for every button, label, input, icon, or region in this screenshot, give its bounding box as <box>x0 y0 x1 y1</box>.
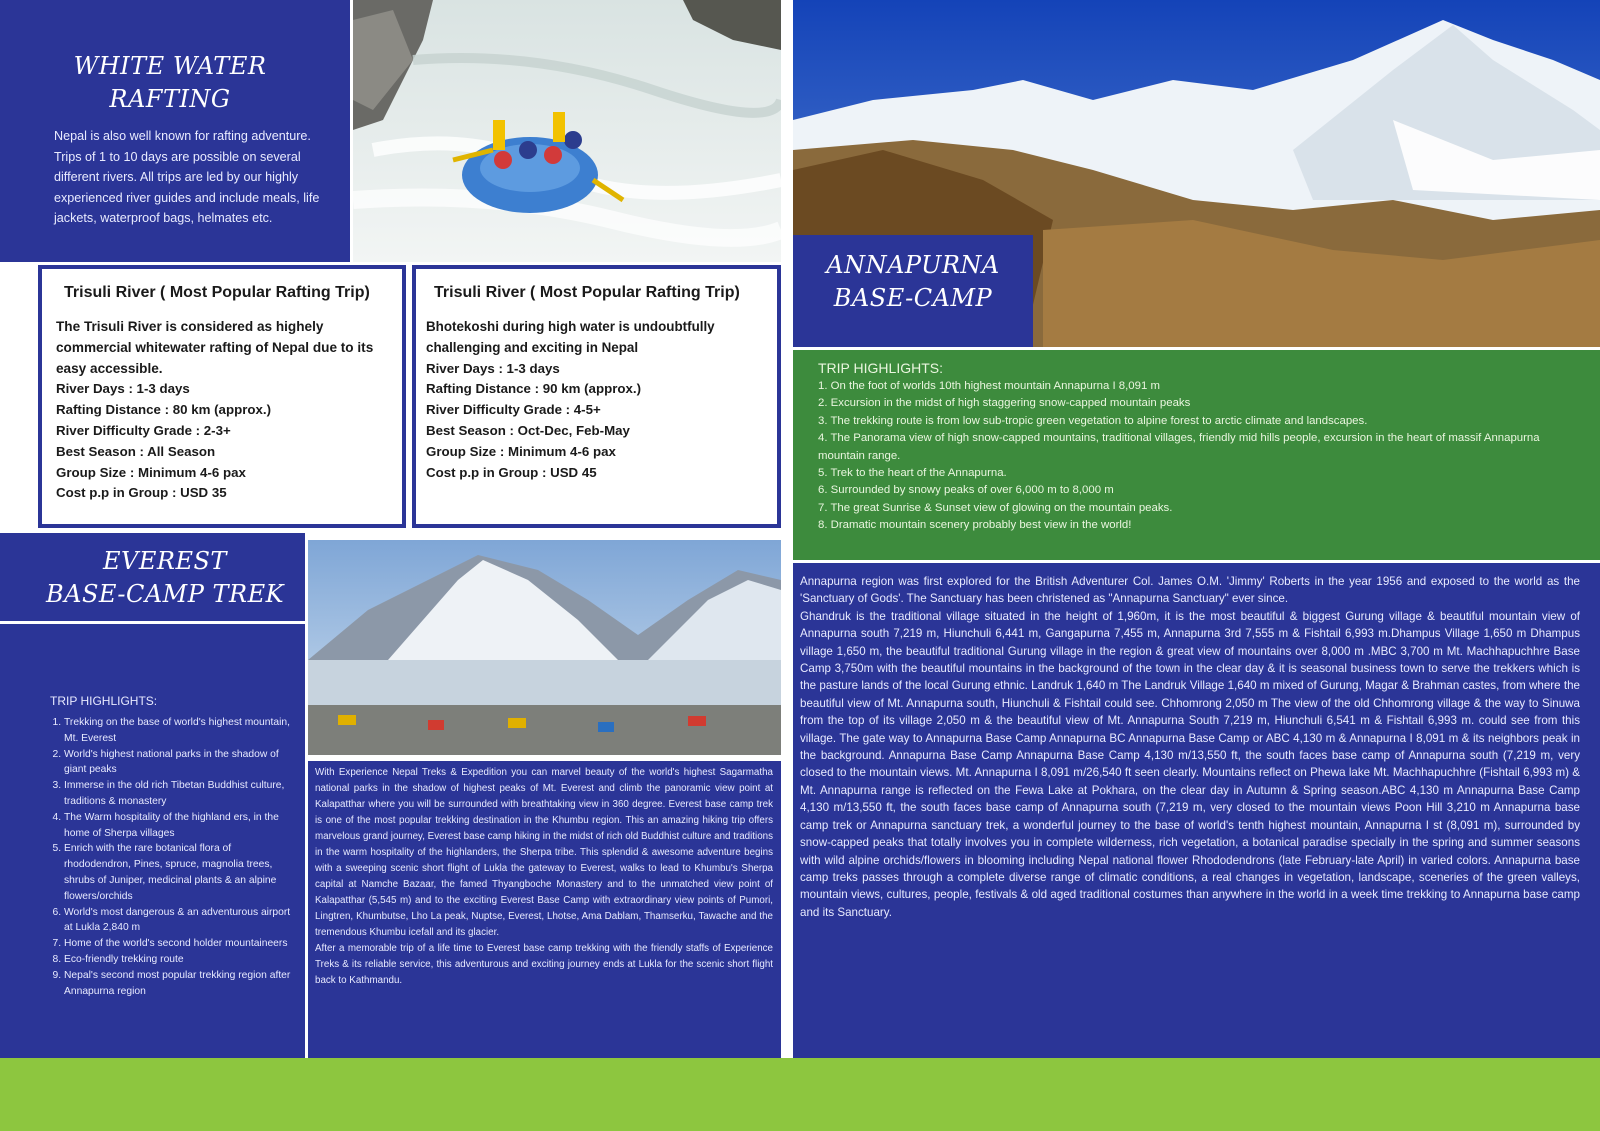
annapurna-highlight-item: 1. On the foot of worlds 10th highest mountain Annapurna I 8,091 m <box>818 380 1160 392</box>
everest-description-panel <box>308 761 781 1058</box>
trisuli-detail-grade: River Difficulty Grade : 2-3+ <box>56 422 231 438</box>
footer-band <box>0 1058 1600 1131</box>
annapurna-highlight-item: 3. The trekking route is from low sub-tropic green vegetation to alpine forest to arctic climate and landscapes. <box>818 414 1368 427</box>
trisuli-detail-cost: Cost p.p in Group : USD 35 <box>56 485 227 501</box>
everest-highlight-item: 2. World's highest national parks in the shadow of giant peaks <box>64 747 297 779</box>
trisuli-card-description: The Trisuli River is considered as highely commercial whitewater rafting of Nepal due to its easy accessible. <box>56 319 374 376</box>
everest-title-line2: BASE-CAMP TREK <box>45 580 285 608</box>
everest-highlight-item: 7. Home of the world's second holder mountaineers <box>64 936 297 952</box>
rafting-title <box>0 50 340 116</box>
bhotekoshi-detail-days: River Days : 1-3 days <box>426 360 560 376</box>
everest-title <box>0 545 330 611</box>
annapurna-highlight-item: 2. Excursion in the midst of high staggering snow-capped mountain peaks <box>818 397 1191 410</box>
annapurna-highlight-item: 8. Dramatic mountain scenery probably best view in the world! <box>818 519 1132 532</box>
trisuli-card-title: Trisuli River ( Most Popular Rafting Trip) <box>64 284 370 301</box>
annapurna-highlight-item: 5. Trek to the heart of the Annapurna. <box>818 467 1007 480</box>
bhotekoshi-detail-season: Best Season : Oct-Dec, Feb-May <box>426 422 630 438</box>
everest-highlights-list <box>50 715 297 999</box>
rafting-title-line1: WHITE WATER <box>73 52 267 80</box>
bhotekoshi-detail-cost: Cost p.p in Group : USD 45 <box>426 464 597 480</box>
annapurna-highlight-item: 6. Surrounded by snowy peaks of over 6,000 m to 8,000 m <box>818 484 1114 497</box>
annapurna-highlight-item: 4. The Panorama view of high snow-capped mountains, traditional villages, friendly mid hills people, excursion in the heart of massif Annapurna mountain range. <box>818 432 1540 462</box>
everest-highlights-heading: TRIP HIGHLIGHTS: <box>50 694 158 708</box>
everest-photo <box>308 540 781 755</box>
everest-highlight-item: 5. Enrich with the rare botanical flora of rhododendron, Pines, spruce, magnolia trees, shrubs of Juniper, medicinal plants & an alpine flowers/orchids <box>64 841 297 904</box>
everest-title-panel <box>0 533 305 621</box>
everest-title-line1: EVEREST <box>103 547 227 575</box>
trisuli-detail-distance: Rafting Distance : 80 km (approx.) <box>56 402 272 418</box>
everest-description-p2: After a memorable trip of a life time to Everest base camp trekking with the friendly staffs of Experience Treks & its reliable service, this adventurous and exciting journey ends at Lukla for the scenic short flight back to Kathmandu. <box>315 943 773 986</box>
bhotekoshi-card-title: Trisuli River ( Most Popular Rafting Trip) <box>434 284 740 301</box>
annapurna-title <box>793 249 1033 315</box>
annapurna-highlights-panel <box>793 350 1600 560</box>
everest-description-p1: With Experience Nepal Treks & Expedition you can marvel beauty of the world's highest Sagarmatha national parks in the shadow of highest peaks of Mt. Everest and climb the panoramic view point at Kalapatthar where you will be surrounded with breathtaking view in 360 degree. Everest base camp trek is one of the most popular trekking destination in the Khumbu region. This an amazing hiking trip offers marvelous grand journey, Everest base camp hiking in the midst of rich old Buddhist culture and traditions in the warm hospitality of the highlanders, the Sherpa tribe. This splendid & awesome adventure begins with a sweeping scenic short flight of Lukla the gateway to Everest, walks to lead to Khumbu's Sherpa capital at Namche Bazaar, the famed Thyangboche Monastery and to the unmatched view point of Kalapatthar (5,545 m) and to the exciting Everest Base Camp with extraordinary view points of Pumori, Lingtren, Khumbutse, Lho La peak, Nuptse, Everest, Lhotse, Ama Dablam, Thamserku, Tawache and the tremendous Khumbu icefall and its glacier. <box>315 767 773 938</box>
annapurna-highlight-item: 7. The great Sunrise & Sunset view of glowing on the mountain peaks. <box>818 501 1173 514</box>
annapurna-title-line2: BASE-CAMP <box>833 284 993 312</box>
trisuli-detail-group: Group Size : Minimum 4-6 pax <box>56 464 246 480</box>
annapurna-description-panel <box>793 563 1600 1058</box>
trisuli-info-card <box>38 265 406 528</box>
annapurna-highlights-list <box>818 378 1580 535</box>
everest-highlights-panel <box>0 624 305 1058</box>
annapurna-highlights-heading: TRIP HIGHLIGHTS: <box>818 360 943 376</box>
annapurna-description-p1: Annapurna region was first explored for the British Adventurer Col. James O.M. 'Jimmy' Roberts in the year 1956 and exposed to the world as the 'Sanctuary of Gods'. The Sanctuary has been christened as "Annapurna Sanctuary" ever since. <box>800 575 1580 606</box>
bhotekoshi-detail-group: Group Size : Minimum 4-6 pax <box>426 443 616 459</box>
everest-highlight-item: 6. World's most dangerous & an adventurous airport at Lukla 2,840 m <box>64 905 297 937</box>
rafting-intro-text: Nepal is also well known for rafting adventure. Trips of 1 to 10 days are possible on several different rivers. All trips are led by our highly experienced river guides and include meals, life jackets, waterproof bags, helmates etc. <box>54 129 320 226</box>
rafting-title-line2: RAFTING <box>109 85 231 113</box>
everest-highlight-item: 8. Eco-friendly trekking route <box>64 952 297 968</box>
everest-highlight-item: 3. Immerse in the old rich Tibetan Buddhist culture, traditions & monastery <box>64 778 297 810</box>
everest-highlight-item: 4. The Warm hospitality of the highland ers, in the home of Sherpa villages <box>64 810 297 842</box>
trisuli-detail-season: Best Season : All Season <box>56 443 216 459</box>
bhotekoshi-detail-distance: Rafting Distance : 90 km (approx.) <box>426 381 642 397</box>
bhotekoshi-info-card <box>412 265 781 528</box>
bhotekoshi-card-description: Bhotekoshi during high water is undoubtfully challenging and exciting in Nepal <box>426 319 715 355</box>
everest-highlight-item: 9. Nepal's second most popular trekking region after Annapurna region <box>64 968 297 1000</box>
annapurna-description-p2: Ghandruk is the traditional village situated in the height of 1,960m, it is the most beautiful & biggest Gurung village & beautiful mountain view of Annapurna south 7,219 m, Hiunchuli 6,441 m, Gangapurna 7,455 m, Annapurna 3rd 7,555 m & Fishtail 6,993 m.Dhampus Village 1,650 m Dhampus village 1,650 m, the beautiful traditional Gurung village in the region & great view of mountains over 8,000 m .MBC 3,700 m Mt. Machhapuchhre Base Camp 3,750m with the beautiful mountains in the background of the town in the clear day & it is seasonal business town to serve the trekkers which is the pasture lands of the local Gurung ethnic. Landruk 1,640 m The Landruk Village 1,640 m mixed of Gurung, Magar & Brahman castes, from where the beautiful view of Mt. Annapurna south, Hiunchuli & Fishtail could see. Chhomrong 2,050 m The view of the old Chhomrong village & the way to Sinuwa from the top of its village 2,050 m & the beautiful view of Mt. Annapurna South 7,219 m, Hiunchuli 6,541 m & Fishtail 6,993 m. could see from this village. The gate way to Annapurna Base Camp Annapurna BC Annapurna Base Camp or ABC 4,130 m & Annapurna I 8,091 m & its neighbors peak in the background. Annapurna Base Camp Annapurna Base Camp 4,130 m/13,550 ft, the south faces base camp of Annapurna south (7,219 m, very closed to the mountain views. Mt. Annapurna I 8,091 m/26,540 ft seen clearly. Mountains reflect on Phewa lake Mt. Machhapuchhre (Fishtail 6,993 m) & Mt. Annapurna range is reflected on the Fewa Lake at Pokhara, on the clear day in Autumn & Spring season.ABC 4,130 m Annapurna Base Camp 4,130 m/13,550 ft, the south faces base camp of Annapurna south (7,219 m, very closed to the mountain views Poon Hill 3,210 m Annapurna base camp trek or Annapurna sanctuary trek, a wonderful journey to the base of world's tenth highest mountain, Annapurna I st (8,091 m), surrounded by snow-capped peaks that totally involves you in complete wilderness, rich vegetation, a botanical paradise specially in the spring and summer seasons with wild alpine orchids/flowers in blooming including Nepal national flower Rhododendrons (late February-late April) in varied colors. Annapurna base camp treks passes through a complete diverse range of climatic conditions, a real changes in vegetation, landscape, sceneries of the green valleys, mountain views, cultures, people, festivals & old aged traditional costumes than anywhere in the world in a week time trekking to Annapurna base camp and its Sanctuary. <box>800 609 1580 919</box>
rafting-intro-panel <box>0 0 350 262</box>
everest-highlight-item: 1. Trekking on the base of world's highest mountain, Mt. Everest <box>64 715 297 747</box>
annapurna-title-panel <box>793 235 1033 347</box>
annapurna-title-line1: ANNAPURNA <box>826 251 1000 279</box>
rafting-photo <box>353 0 781 262</box>
trisuli-detail-days: River Days : 1-3 days <box>56 381 190 397</box>
bhotekoshi-detail-grade: River Difficulty Grade : 4-5+ <box>426 402 601 418</box>
